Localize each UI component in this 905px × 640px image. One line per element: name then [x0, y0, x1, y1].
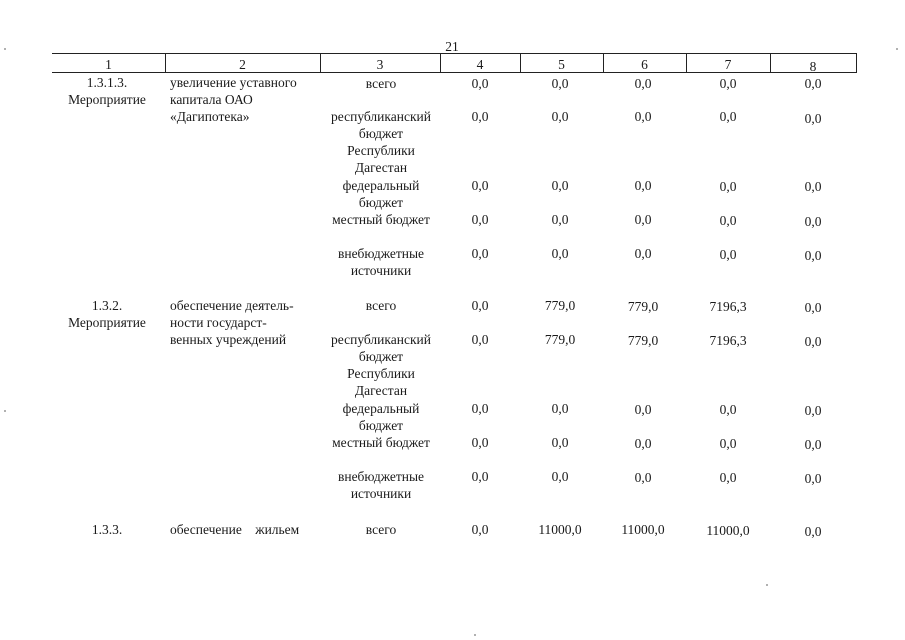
funding-source: республиканский бюджет Республики Дагестан [331, 109, 431, 175]
value-cell: 0,0 [804, 437, 822, 452]
column-header: 2 [239, 57, 246, 72]
row-description: обеспечение жильем [170, 522, 300, 537]
funding-source: федеральный бюджет [342, 401, 420, 433]
value-cell: 0,0 [471, 109, 489, 124]
value-cell: 0,0 [551, 76, 569, 91]
value-cell: 0,0 [804, 471, 822, 486]
column-header: 5 [558, 57, 565, 72]
value-cell: 0,0 [804, 248, 822, 263]
funding-source: всего [365, 298, 397, 313]
value-cell: 0,0 [471, 332, 489, 347]
value-cell: 0,0 [804, 76, 822, 91]
value-cell: 779,0 [544, 298, 576, 313]
value-cell: 0,0 [719, 109, 737, 124]
scan-speck [766, 584, 768, 586]
value-cell: 0,0 [471, 212, 489, 227]
value-cell: 0,0 [804, 300, 822, 315]
funding-source: местный бюджет [332, 212, 430, 227]
value-cell: 0,0 [634, 212, 652, 227]
value-cell: 0,0 [719, 402, 737, 417]
value-cell: 0,0 [804, 214, 822, 229]
value-cell: 0,0 [634, 76, 652, 91]
column-header: 4 [476, 57, 484, 72]
page-number: 21 [445, 39, 459, 54]
funding-source: внебюджетные источники [337, 469, 425, 501]
value-cell: 0,0 [804, 403, 822, 418]
row-type: Мероприятие [68, 92, 146, 107]
row-code: 1.3.3. [91, 522, 123, 537]
scan-speck [896, 48, 898, 50]
value-cell: 0,0 [634, 109, 652, 124]
funding-source: всего [365, 522, 397, 537]
scan-speck [474, 634, 476, 636]
column-header: 6 [641, 57, 648, 72]
value-cell: 11000,0 [538, 522, 582, 537]
value-cell: 0,0 [471, 469, 489, 484]
value-cell: 0,0 [804, 179, 822, 194]
funding-source: федеральный бюджет [342, 178, 420, 210]
scan-speck [4, 410, 6, 412]
row-type: Мероприятие [68, 315, 146, 330]
value-cell: 0,0 [471, 246, 489, 261]
column-header: 1 [105, 57, 112, 72]
value-cell: 0,0 [634, 246, 652, 261]
value-cell: 0,0 [634, 178, 652, 193]
funding-source: внебюджетные источники [337, 246, 425, 278]
value-cell: 0,0 [471, 76, 489, 91]
value-cell: 0,0 [551, 435, 569, 450]
value-cell: 0,0 [719, 436, 737, 451]
column-header: 7 [724, 57, 732, 72]
funding-source: республиканский бюджет Республики Дагестан [331, 332, 431, 398]
value-cell: 7196,3 [709, 299, 747, 314]
value-cell: 0,0 [634, 402, 652, 417]
value-cell: 0,0 [551, 109, 569, 124]
value-cell: 779,0 [544, 332, 576, 347]
value-cell: 7196,3 [709, 333, 747, 348]
value-cell: 0,0 [551, 469, 569, 484]
value-cell: 0,0 [471, 178, 489, 193]
value-cell: 0,0 [719, 213, 737, 228]
column-header: 3 [376, 57, 384, 72]
value-cell: 0,0 [804, 111, 822, 126]
value-cell: 0,0 [634, 470, 652, 485]
funding-source: местный бюджет [332, 435, 430, 450]
value-cell: 0,0 [551, 212, 569, 227]
value-cell: 0,0 [551, 246, 569, 261]
value-cell: 0,0 [471, 435, 489, 450]
value-cell: 779,0 [627, 333, 659, 348]
value-cell: 0,0 [804, 524, 822, 539]
value-cell: 779,0 [627, 299, 659, 314]
value-cell: 0,0 [471, 522, 489, 537]
value-cell: 0,0 [471, 401, 489, 416]
row-description: увеличение уставного капитала ОАО «Дагипотека» [170, 75, 297, 124]
row-description: обеспечение деятель- ности государст- венных учреждений [170, 298, 294, 347]
value-cell: 11000,0 [706, 523, 750, 538]
row-code: 1.3.2. [91, 298, 123, 313]
value-cell: 0,0 [719, 179, 737, 194]
value-cell: 0,0 [551, 401, 569, 416]
scan-speck [4, 48, 6, 50]
value-cell: 0,0 [471, 298, 489, 313]
value-cell: 0,0 [719, 470, 737, 485]
value-cell: 11000,0 [621, 522, 665, 537]
value-cell: 0,0 [551, 178, 569, 193]
value-cell: 0,0 [634, 436, 652, 451]
table-top-border [52, 53, 857, 54]
value-cell: 0,0 [804, 334, 822, 349]
row-code: 1.3.1.3. [86, 75, 128, 90]
column-header: 8 [809, 59, 817, 74]
header-divider [856, 53, 857, 72]
value-cell: 0,0 [719, 247, 737, 262]
funding-source: всего [365, 76, 397, 91]
value-cell: 0,0 [719, 76, 737, 91]
